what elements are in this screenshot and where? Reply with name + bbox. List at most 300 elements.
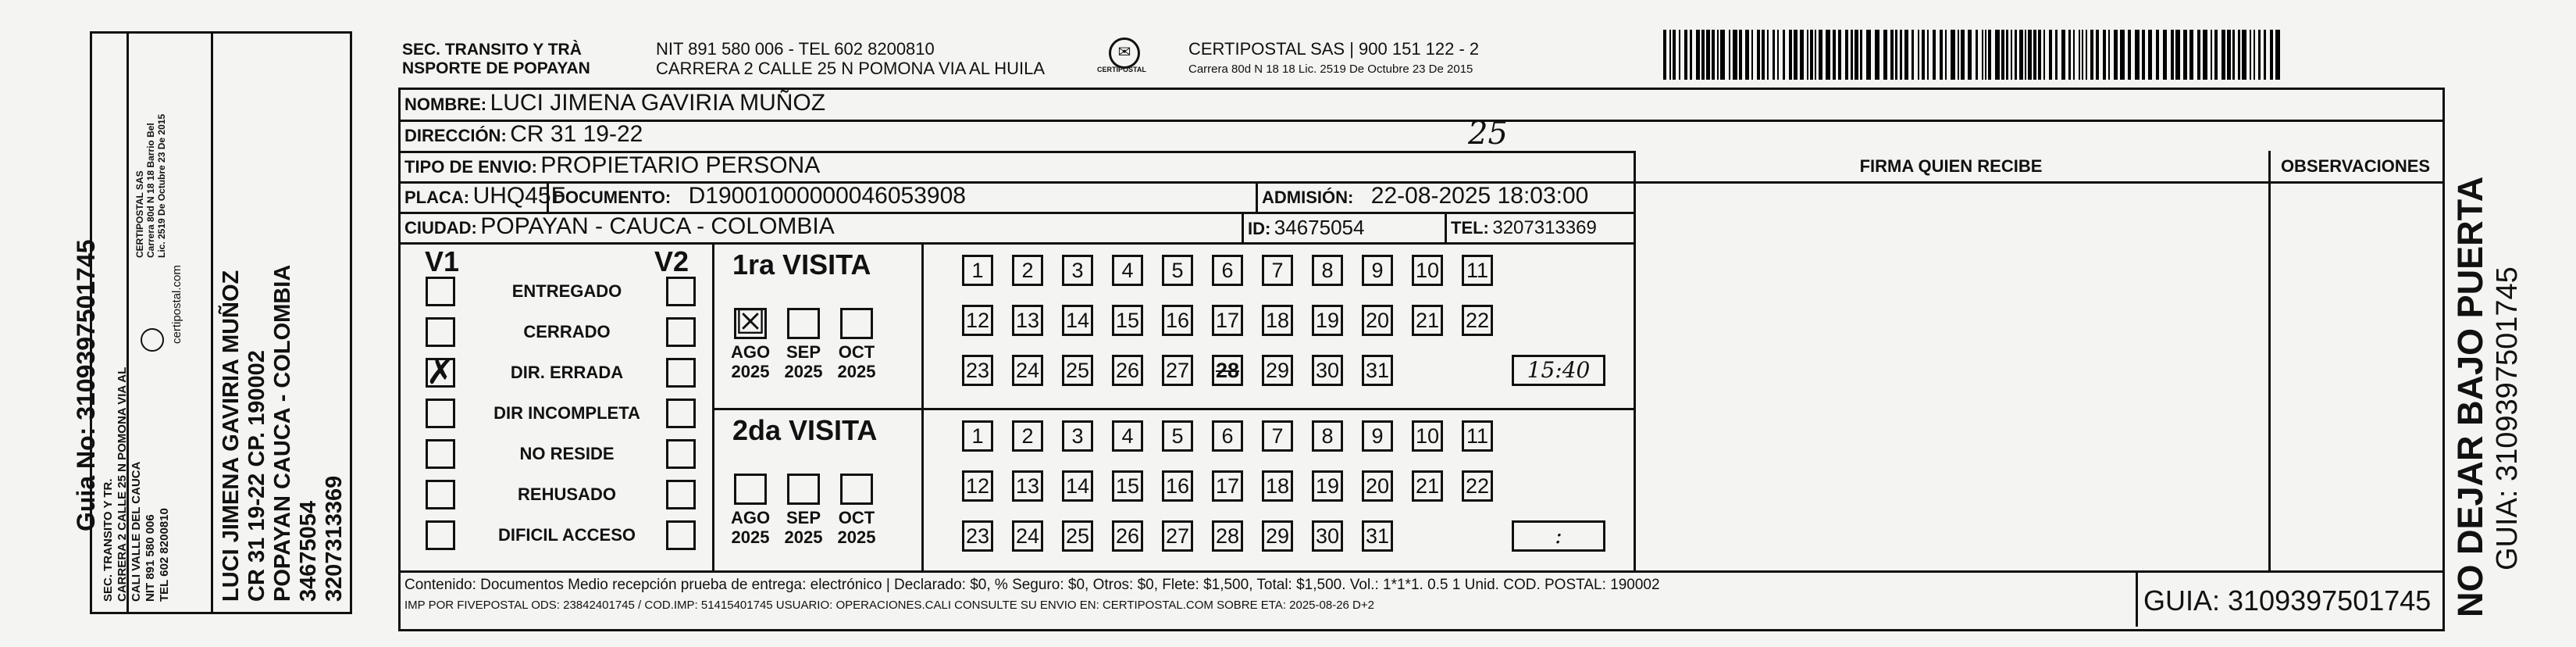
barcode-bar	[1684, 30, 1687, 80]
header-courier-line-2: Carrera 80d N 18 18 Lic. 2519 De Octubre 23 De 2015	[1188, 63, 1473, 76]
barcode-bar	[2096, 30, 2099, 80]
barcode-bar	[2221, 30, 2225, 80]
ciudad-field	[404, 213, 835, 240]
barcode-bar	[2171, 30, 2174, 80]
v2-label: V2	[654, 245, 689, 277]
firma-header: FIRMA QUIEN RECIBE	[1859, 156, 2043, 176]
barcode-bar	[1918, 30, 1919, 80]
col-line	[1634, 151, 1636, 573]
barcode-bar	[1860, 30, 1862, 80]
month-year: 2025	[784, 362, 823, 381]
observaciones-header: OBSERVACIONES	[2280, 156, 2431, 176]
day-box[interactable]: 13	[1012, 470, 1043, 502]
visit-title: 2da VISITA	[732, 414, 878, 446]
barcode	[1663, 30, 2288, 80]
barcode-bar	[1745, 30, 1749, 80]
direccion-value: CR 31 19-22	[510, 121, 643, 147]
day-box[interactable]: 7	[1262, 420, 1293, 452]
month-label	[835, 508, 878, 547]
row-line	[398, 242, 1636, 245]
header-courier	[1188, 39, 1479, 76]
day-box[interactable]: 22	[1462, 470, 1493, 502]
month-year: 2025	[731, 362, 770, 381]
barcode-bar	[1851, 30, 1853, 80]
barcode-bar	[2038, 30, 2041, 80]
header-logo-icon: ✉	[1109, 38, 1140, 69]
header-logo-caption: CERTIPOSTAL	[1097, 66, 1146, 73]
barcode-bar	[1904, 30, 1908, 80]
barcode-bar	[1773, 30, 1775, 80]
col-line	[712, 242, 714, 570]
barcode-bar	[1900, 30, 1902, 80]
stub-courier-lines	[134, 114, 167, 258]
barcode-bar	[2055, 30, 2058, 80]
month-checkbox[interactable]	[734, 474, 767, 505]
day-box[interactable]: 30	[1312, 520, 1343, 552]
day-box[interactable]: 27	[1162, 355, 1193, 386]
header-sender-name-1: SEC. TRANSITO Y TRÀ	[402, 41, 582, 59]
barcode-bar	[1679, 30, 1680, 80]
day-box[interactable]: 22	[1462, 305, 1493, 336]
footer-line-1: Contenido: Documentos Medio recepción prueba de entrega: electrónico | Declarado: $0, % Seguro: $0, Otros: $0, Flete: $1,500, Total: $1,500. Vol.: 1*1*1. 0.5 1 Unid. COD. POSTAL: 190002	[404, 577, 1660, 593]
day-box[interactable]: 16	[1162, 470, 1193, 502]
tipo-field	[404, 152, 820, 179]
day-box[interactable]: 7	[1262, 255, 1293, 286]
day-box[interactable]: 21	[1412, 470, 1443, 502]
day-box[interactable]: 15	[1112, 470, 1143, 502]
barcode-bar	[1951, 30, 1955, 80]
barcode-bar	[2227, 30, 2231, 80]
row-line	[398, 120, 2442, 122]
header-courier-line-1: CERTIPOSTAL SAS | 900 151 122 - 2	[1188, 39, 1480, 59]
barcode-bar	[2086, 30, 2087, 80]
stub-sender-line: CARRERA 2 CALLE 25 N POMONA VIA AL	[116, 366, 129, 602]
day-box[interactable]: 14	[1062, 305, 1093, 336]
day-box[interactable]: 5	[1162, 255, 1193, 286]
col-line	[921, 242, 924, 570]
day-box[interactable]: 21	[1412, 305, 1443, 336]
day-box[interactable]: 8	[1312, 420, 1343, 452]
day-box[interactable]: 9	[1362, 420, 1393, 452]
stub-recipient-line: 3207313369	[322, 475, 347, 602]
ciudad-value: POPAYAN - CAUCA - COLOMBIA	[480, 213, 835, 239]
barcode-bar	[1976, 30, 1978, 80]
barcode-bar	[1807, 30, 1808, 80]
barcode-bar	[1810, 30, 1813, 80]
reason-label: DIFICIL ACCESO	[497, 525, 636, 545]
placa-value: UHQ45F	[472, 183, 565, 209]
documento-label: DOCUMENTO:	[553, 188, 672, 207]
day-box[interactable]: 19	[1312, 470, 1343, 502]
barcode-bar	[1720, 30, 1725, 80]
reason-label: ENTREGADO	[511, 281, 622, 301]
barcode-bar	[2148, 30, 2152, 80]
barcode-bar	[1833, 30, 1836, 80]
reason-label: NO RESIDE	[519, 444, 615, 463]
v1-checkbox[interactable]	[426, 277, 455, 306]
day-box[interactable]: 27	[1162, 520, 1193, 552]
month-checkbox[interactable]	[787, 308, 820, 339]
footer-text	[404, 577, 2130, 612]
col-line	[1242, 212, 1244, 244]
day-box[interactable]: 29	[1262, 355, 1293, 386]
barcode-bar	[1895, 30, 1897, 80]
day-box[interactable]: 17	[1212, 305, 1243, 336]
placa-field	[404, 183, 565, 209]
barcode-bar	[1696, 30, 1700, 80]
admision-value: 22-08-2025 18:03:00	[1370, 183, 1589, 209]
side-guia: GUIA: 3109397501745	[2491, 266, 2524, 570]
month-year: 2025	[784, 527, 823, 547]
barcode-bar	[1733, 30, 1737, 80]
barcode-bar	[1783, 30, 1785, 80]
day-box[interactable]: 12	[962, 305, 993, 336]
barcode-bar	[2156, 30, 2159, 80]
barcode-bar	[2090, 30, 2093, 80]
day-box[interactable]: 29	[1262, 520, 1293, 552]
direccion-field	[404, 121, 643, 148]
v1-label: V1	[425, 245, 460, 277]
id-field	[1248, 216, 1364, 240]
direccion-label: DIRECCIÓN:	[404, 126, 507, 145]
documento-value: D19001000000046053908	[688, 183, 966, 209]
nombre-label: NOMBRE:	[404, 95, 487, 114]
month-label	[782, 508, 825, 547]
barcode-bar	[1855, 30, 1858, 80]
barcode-bar	[1982, 30, 1983, 80]
day-box[interactable]: 23	[962, 355, 993, 386]
v2-checkbox[interactable]	[666, 358, 696, 388]
barcode-bar	[2114, 30, 2118, 80]
barcode-bar	[1690, 30, 1692, 80]
day-box[interactable]: 10	[1412, 420, 1443, 452]
month-year: 2025	[837, 527, 876, 547]
day-box[interactable]: 25	[1062, 520, 1093, 552]
col-line	[1445, 212, 1447, 244]
barcode-bar	[2242, 30, 2246, 80]
col-line	[2268, 151, 2271, 573]
barcode-bar	[1922, 30, 1925, 80]
day-box[interactable]: 6	[1212, 255, 1243, 286]
stub-recipient-line: LUCI JIMENA GAVIRIA MUÑOZ	[219, 270, 244, 602]
barcode-bar	[2275, 30, 2280, 80]
barcode-bar	[2103, 30, 2106, 80]
day-box[interactable]: 3	[1062, 420, 1093, 452]
month-label	[729, 508, 772, 547]
stub-recipient-line: CR 31 19-22 CP. 190002	[244, 350, 269, 602]
barcode-bar	[2019, 30, 2023, 80]
day-box[interactable]: 25	[1062, 355, 1093, 386]
barcode-bar	[1890, 30, 1894, 80]
reason-label: DIR INCOMPLETA	[493, 403, 640, 423]
stub-sender-line: SEC. TRANSITO Y TR.	[102, 478, 115, 602]
day-box[interactable]: 10	[1412, 255, 1443, 286]
day-box[interactable]: 2	[1012, 255, 1043, 286]
stub-sender-line: TEL 602 8200810	[158, 508, 171, 602]
barcode-bar	[1985, 30, 1986, 80]
barcode-bar	[2108, 30, 2110, 80]
day-box[interactable]: 8	[1312, 255, 1343, 286]
admision-label: ADMISIÓN:	[1262, 188, 1354, 207]
v1-checkbox[interactable]	[426, 520, 455, 550]
barcode-bar	[2049, 30, 2052, 80]
barcode-bar	[2011, 30, 2012, 80]
barcode-bar	[2073, 30, 2075, 80]
reason-label: CERRADO	[523, 322, 611, 341]
barcode-bar	[2006, 30, 2008, 80]
barcode-bar	[1968, 30, 1972, 80]
month-label	[835, 342, 878, 381]
v1-check-mark: ✗	[426, 352, 455, 392]
placa-label: PLACA:	[404, 188, 470, 207]
day-box[interactable]: 2	[1012, 420, 1043, 452]
barcode-bar	[2232, 30, 2235, 80]
day-box[interactable]: 26	[1112, 355, 1143, 386]
barcode-bar	[1826, 30, 1830, 80]
header-sender-contact	[656, 39, 1045, 78]
tel-field	[1451, 217, 1597, 239]
header-sender-name-2: NSPORTE DE POPAYAN	[402, 59, 590, 77]
barcode-bar	[1777, 30, 1779, 80]
barcode-bar	[1940, 30, 1943, 80]
day-box[interactable]: 13	[1012, 305, 1043, 336]
barcode-bar	[1815, 30, 1816, 80]
barcode-bar	[1767, 30, 1769, 80]
day-box[interactable]: 24	[1012, 520, 1043, 552]
stub-guia-number: Guia No: 3109397501745	[72, 239, 100, 531]
v2-checkbox[interactable]	[666, 439, 696, 469]
barcode-bar	[1669, 30, 1671, 80]
day-box[interactable]: 28	[1212, 355, 1243, 386]
barcode-bar	[1794, 30, 1797, 80]
barcode-bar	[1819, 30, 1822, 80]
barcode-bar	[1789, 30, 1792, 80]
barcode-bar	[1800, 30, 1804, 80]
barcode-bar	[1706, 30, 1710, 80]
tel-label: TEL:	[1451, 218, 1489, 238]
day-box[interactable]: 6	[1212, 420, 1243, 452]
day-box[interactable]: 1	[962, 420, 993, 452]
day-box[interactable]: 20	[1362, 470, 1393, 502]
barcode-bar	[2001, 30, 2004, 80]
barcode-bar	[2082, 30, 2083, 80]
ciudad-label: CIUDAD:	[404, 218, 477, 238]
day-box[interactable]: 31	[1362, 355, 1393, 386]
stub-recipient-line: 34675054	[296, 500, 321, 602]
v2-checkbox[interactable]	[666, 480, 696, 509]
day-box[interactable]: 26	[1112, 520, 1143, 552]
day-box[interactable]: 12	[962, 470, 993, 502]
stub-recipient	[219, 265, 347, 602]
barcode-bar	[1757, 30, 1760, 80]
barcode-bar	[1701, 30, 1705, 80]
day-box[interactable]: 18	[1262, 470, 1293, 502]
month-name: SEP	[786, 342, 821, 362]
month-check-mark: ☒	[735, 302, 766, 342]
barcode-bar	[1875, 30, 1879, 80]
barcode-bar	[2264, 30, 2266, 80]
day-box[interactable]: 5	[1162, 420, 1193, 452]
day-box[interactable]: 11	[1462, 420, 1493, 452]
day-box[interactable]: 30	[1312, 355, 1343, 386]
visit-title: 1ra VISITA	[732, 248, 871, 281]
barcode-bar	[1717, 30, 1719, 80]
day-box[interactable]: 24	[1012, 355, 1043, 386]
barcode-bar	[2142, 30, 2145, 80]
stub-sender-lines	[102, 367, 172, 602]
tel-value: 3207313369	[1492, 217, 1597, 238]
documento-field	[553, 183, 966, 209]
stub-sender-line: CALI VALLE DEL CAUCA	[130, 461, 143, 602]
barcode-bar	[1729, 30, 1730, 80]
footer-line-2: IMP POR FIVEPOSTAL ODS: 23842401745 / COD.IMP: 51415401745 USUARIO: OPERACIONES.CALI CONSULTE SU ENVIO EN: CERTIPOSTAL.COM SOBRE ETA: 2025-08-26 D+2	[404, 599, 1374, 612]
barcode-bar	[2033, 30, 2036, 80]
barcode-bar	[1762, 30, 1765, 80]
stub-logo-icon	[141, 328, 164, 352]
day-box[interactable]: 17	[1212, 470, 1243, 502]
v2-checkbox[interactable]	[666, 317, 696, 347]
barcode-bar	[2135, 30, 2140, 80]
v1-checkbox[interactable]	[426, 317, 455, 347]
month-year: 2025	[731, 527, 770, 547]
stub-courier-line: Carrera 80d N 18 18 Barrio Bel	[145, 123, 156, 258]
month-name: AGO	[730, 508, 771, 527]
day-box[interactable]: 28	[1212, 520, 1243, 552]
day-box[interactable]: 4	[1112, 420, 1143, 452]
barcode-bar	[1739, 30, 1742, 80]
row-line	[712, 408, 1634, 410]
day-box[interactable]: 23	[962, 520, 993, 552]
side-warning: NO DEJAR BAJO PUERTA	[2450, 176, 2490, 617]
stub-divider-2	[211, 31, 213, 612]
day-box[interactable]: 14	[1062, 470, 1093, 502]
barcode-bar	[2068, 30, 2071, 80]
col-line	[1256, 181, 1258, 213]
header-sender-address: CARRERA 2 CALLE 25 N POMONA VIA AL HUILA	[656, 59, 1046, 78]
barcode-bar	[1751, 30, 1753, 80]
barcode-bar	[2079, 30, 2080, 80]
v1-checkbox[interactable]	[426, 439, 455, 469]
day-box[interactable]: 16	[1162, 305, 1193, 336]
day-box[interactable]: 11	[1462, 255, 1493, 286]
nombre-field	[404, 90, 825, 116]
barcode-bar	[1712, 30, 1715, 80]
barcode-bar	[2258, 30, 2261, 80]
barcode-bar	[2163, 30, 2167, 80]
barcode-bar	[2128, 30, 2131, 80]
barcode-bar	[2270, 30, 2273, 80]
month-checkbox[interactable]	[787, 474, 820, 505]
barcode-bar	[2189, 30, 2193, 80]
reason-label: REHUSADO	[518, 484, 616, 504]
day-box[interactable]: 20	[1362, 305, 1393, 336]
v2-checkbox[interactable]	[666, 520, 696, 550]
barcode-bar	[1912, 30, 1914, 80]
barcode-bar	[2214, 30, 2218, 80]
barcode-bar	[1866, 30, 1871, 80]
v2-checkbox[interactable]	[666, 277, 696, 306]
barcode-bar	[2015, 30, 2017, 80]
barcode-bar	[2211, 30, 2212, 80]
id-value: 34675054	[1274, 216, 1365, 239]
id-label: ID:	[1248, 219, 1271, 238]
barcode-bar	[1838, 30, 1841, 80]
header-sender	[402, 41, 590, 78]
month-name: OCT	[838, 508, 875, 527]
barcode-bar	[2043, 30, 2045, 80]
barcode-bar	[1933, 30, 1936, 80]
month-name: OCT	[838, 342, 875, 362]
footer-guia: GUIA: 3109397501745	[2143, 584, 2432, 617]
day-box[interactable]: 19	[1312, 305, 1343, 336]
stub-courier-line: Lic. 2519 De Octubre 23 De 2015	[156, 113, 167, 258]
barcode-bar	[2238, 30, 2240, 80]
day-box[interactable]: 4	[1112, 255, 1143, 286]
v1-checkbox[interactable]	[426, 399, 455, 428]
barcode-bar	[2197, 30, 2200, 80]
barcode-bar	[2061, 30, 2065, 80]
header-sender-nit: NIT 891 580 006 - TEL 602 8200810	[656, 39, 935, 59]
time-box[interactable]: 15:40	[1512, 355, 1605, 386]
v1-checkbox[interactable]	[426, 480, 455, 509]
barcode-bar	[1673, 30, 1676, 80]
reason-label: DIR. ERRADA	[510, 363, 624, 382]
barcode-bar	[1927, 30, 1929, 80]
barcode-bar	[1883, 30, 1887, 80]
barcode-bar	[2175, 30, 2180, 80]
barcode-bar	[2025, 30, 2026, 80]
stub-courier-line: CERTIPOSTAL SAS	[134, 170, 145, 258]
barcode-bar	[2250, 30, 2251, 80]
barcode-bar	[1945, 30, 1947, 80]
admision-field	[1262, 183, 1588, 209]
barcode-bar	[2028, 30, 2032, 80]
handwritten-25: 25	[1468, 116, 1508, 152]
stub-recipient-line: POPAYAN CAUCA - COLOMBIA	[270, 264, 295, 602]
day-box[interactable]: 3	[1062, 255, 1093, 286]
barcode-bar	[1988, 30, 1991, 80]
month-checkbox[interactable]	[840, 308, 873, 339]
tipo-value: PROPIETARIO PERSONA	[540, 152, 821, 178]
barcode-bar	[1961, 30, 1965, 80]
month-label	[782, 342, 825, 381]
month-name: AGO	[730, 342, 771, 362]
barcode-bar	[1995, 30, 2000, 80]
tipo-label: TIPO DE ENVIO:	[404, 157, 537, 177]
barcode-bar	[1663, 30, 1666, 80]
barcode-bar	[2254, 30, 2255, 80]
day-box[interactable]: 31	[1362, 520, 1393, 552]
v2-checkbox[interactable]	[666, 399, 696, 428]
barcode-bar	[1958, 30, 1959, 80]
day-box[interactable]: 18	[1262, 305, 1293, 336]
nombre-value: LUCI JIMENA GAVIRIA MUÑOZ	[490, 90, 826, 116]
day-box[interactable]: 1	[962, 255, 993, 286]
stub-courier-web: certipostal.com	[170, 265, 183, 344]
barcode-bar	[2120, 30, 2125, 80]
day-box[interactable]: 15	[1112, 305, 1143, 336]
month-year: 2025	[837, 362, 876, 381]
month-name: SEP	[786, 508, 821, 527]
month-checkbox[interactable]	[840, 474, 873, 505]
time-box[interactable]: :	[1512, 520, 1605, 552]
barcode-bar	[2183, 30, 2187, 80]
barcode-bar	[1845, 30, 1848, 80]
day-box[interactable]: 9	[1362, 255, 1393, 286]
stub-sender-line: NIT 891 580 006	[144, 514, 157, 602]
col-line	[2136, 570, 2138, 627]
barcode-bar	[2203, 30, 2207, 80]
